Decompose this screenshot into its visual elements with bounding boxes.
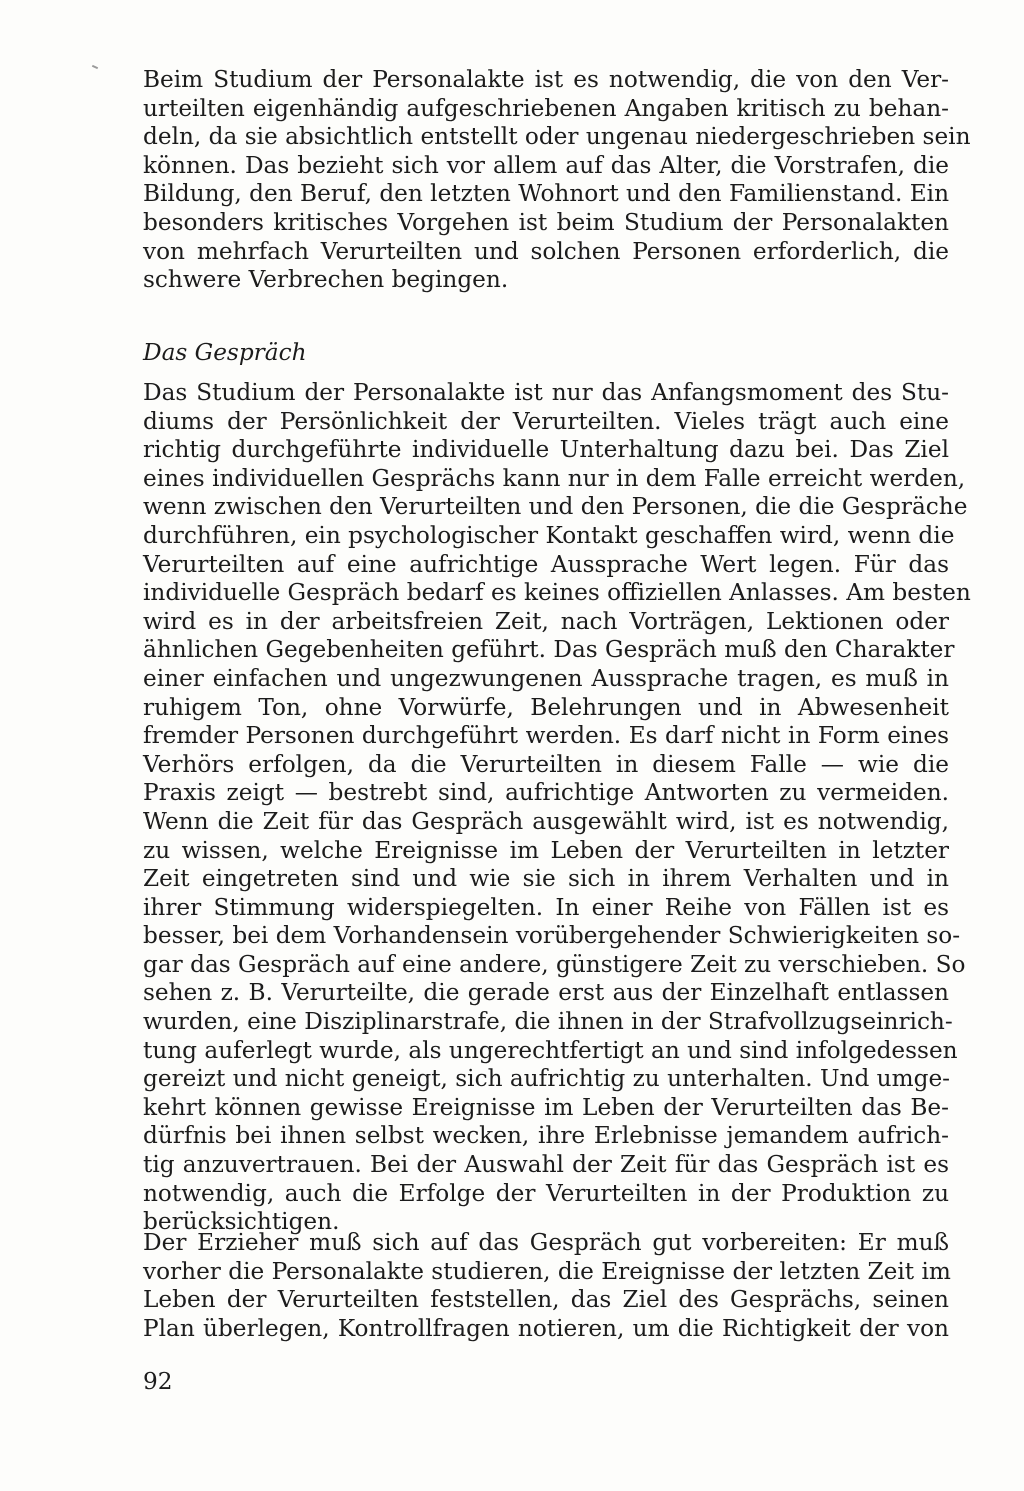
text-line: urteilten eigenhändig aufgeschriebenen Angaben kritisch zu behan- — [143, 94, 949, 122]
text-line: Plan überlegen, Kontrollfragen notieren, um die Richtigkeit der von — [143, 1314, 949, 1342]
text-line: Wenn die Zeit für das Gespräch ausgewählt wird, ist es notwendig, — [143, 807, 949, 835]
text-line: ruhigem Ton, ohne Vorwürfe, Belehrungen und in Abwesenheit — [143, 693, 949, 721]
text-line: individuelle Gespräch bedarf es keines offiziellen Anlasses. Am besten — [143, 579, 971, 607]
text-line: Verurteilten auf eine aufrichtige Aussprache Wert legen. Für das — [143, 550, 949, 578]
text-line: Praxis zeigt — bestrebt sind, aufrichtige Antworten zu vermeiden. — [143, 779, 949, 807]
text-line: besser, bei dem Vorhandensein vorübergehender Schwierigkeiten so- — [143, 922, 961, 950]
text-line: gereizt und nicht geneigt, sich aufrichtig zu unterhalten. Und umge- — [143, 1065, 950, 1093]
text-line: wird es in der arbeitsfreien Zeit, nach Vorträgen, Lektionen oder — [143, 607, 949, 635]
text-line: vorher die Personalakte studieren, die Ereignisse der letzten Zeit im — [143, 1257, 951, 1285]
text-line: fremder Personen durchgeführt werden. Es darf nicht in Form eines — [143, 722, 949, 750]
page-number: 92 — [143, 1368, 173, 1395]
text-line: ähnlichen Gegebenheiten geführt. Das Gespräch muß den Charakter — [143, 636, 955, 664]
text-line: von mehrfach Verurteilten und solchen Personen erforderlich, die — [143, 237, 949, 265]
text-line: eines individuellen Gesprächs kann nur in dem Falle erreicht werden, — [143, 464, 966, 492]
text-line: schwere Verbrechen begingen. — [143, 266, 509, 294]
text-line: ihrer Stimmung widerspiegelten. In einer Reihe von Fällen ist es — [143, 893, 949, 921]
text-line: einer einfachen und ungezwungenen Aussprache tragen, es muß in — [143, 664, 949, 692]
text-line: besonders kritisches Vorgehen ist beim Studium der Personalakten — [143, 208, 949, 236]
text-line: Der Erzieher muß sich auf das Gespräch gut vorbereiten: Er muß — [143, 1229, 949, 1256]
text-line: Verhörs erfolgen, da die Verurteilten in diesem Falle — wie die — [143, 750, 949, 778]
text-line: wurden, eine Disziplinarstrafe, die ihnen in der Strafvollzugseinrich- — [143, 1008, 953, 1036]
text-line: gar das Gespräch auf eine andere, günstigere Zeit zu verschieben. So — [143, 950, 966, 978]
text-line: können. Das bezieht sich vor allem auf das Alter, die Vorstrafen, die — [143, 151, 949, 179]
text-line: diums der Persönlichkeit der Verurteilten. Vieles trägt auch eine — [143, 407, 949, 435]
paragraph-erzieher — [143, 1229, 949, 1343]
text-line: berücksichtigen. — [143, 1208, 340, 1236]
text-line: sehen z. B. Verurteilte, die gerade erst aus der Einzelhaft entlassen — [143, 979, 949, 1007]
text-line: Leben der Verurteilten feststellen, das Ziel des Gesprächs, seinen — [143, 1286, 949, 1314]
text-line: richtig durchgeführte individuelle Unterhaltung dazu bei. Das Ziel — [143, 436, 949, 464]
section-heading: Das Gespräch — [143, 339, 307, 366]
text-line: wenn zwischen den Verurteilten und den Personen, die die Gespräche — [143, 493, 968, 521]
text-line: Das Studium der Personalakte ist nur das Anfangsmoment des Stu- — [143, 379, 949, 406]
paragraph-gespraech — [143, 379, 971, 1237]
text-line: Beim Studium der Personalakte ist es notwendig, die von den Ver- — [143, 66, 949, 93]
text-line: dürfnis bei ihnen selbst wecken, ihre Erlebnisse jemandem aufrich- — [143, 1122, 949, 1150]
text-line: Zeit eingetreten sind und wie sie sich in ihrem Verhalten und in — [143, 865, 949, 893]
text-line: tig anzuvertrauen. Bei der Auswahl der Zeit für das Gespräch ist es — [143, 1151, 949, 1179]
text-line: tung auferlegt wurde, als ungerechtfertigt an und sind infolgedessen — [143, 1036, 958, 1064]
print-speck — [92, 65, 98, 69]
paragraph-personalakte — [143, 66, 971, 295]
text-line: deln, da sie absichtlich entstellt oder ungenau niedergeschrieben sein — [143, 123, 971, 151]
text-line: kehrt können gewisse Ereignisse im Leben der Verurteilten das Be- — [143, 1093, 949, 1121]
text-line: notwendig, auch die Erfolge der Verurteilten in der Produktion zu — [143, 1179, 949, 1207]
text-line: Bildung, den Beruf, den letzten Wohnort und den Familienstand. Ein — [143, 180, 950, 208]
text-line: zu wissen, welche Ereignisse im Leben der Verurteilten in letzter — [143, 836, 949, 864]
text-line: durchführen, ein psychologischer Kontakt geschaffen wird, wenn die — [143, 521, 955, 549]
